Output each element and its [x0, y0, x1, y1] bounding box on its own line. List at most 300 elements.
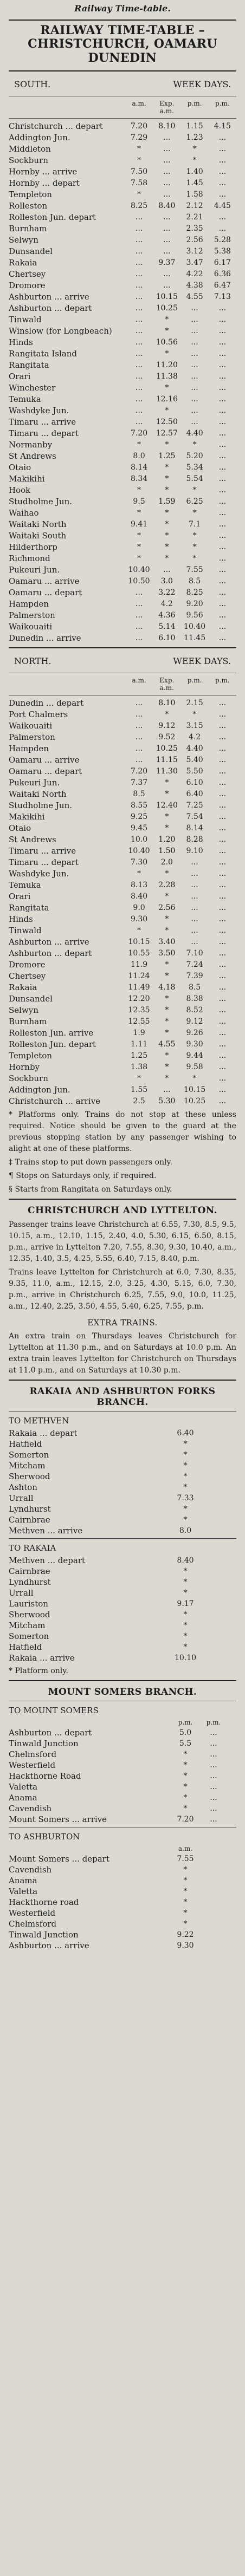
time-cell: *: [183, 1876, 188, 1885]
station-name: Normanby: [9, 440, 53, 450]
table-row: [9, 1940, 236, 1951]
time-cell: 7.20: [130, 767, 148, 776]
time-cell: ...: [163, 236, 171, 245]
station-name: Hatfield: [9, 1439, 42, 1449]
time-cell: ...: [191, 915, 198, 924]
time-cell: *: [183, 1504, 188, 1513]
table-row: [9, 732, 236, 743]
station-name: Palmerston: [9, 610, 55, 621]
time-cell: 6.10: [186, 778, 203, 788]
time-cell: ...: [218, 1040, 227, 1049]
table-row: [9, 1555, 236, 1566]
time-cell: 7.20: [130, 122, 148, 131]
extra-trains-title: EXTRA TRAINS.: [87, 1317, 158, 1328]
time-cell: 8.0: [179, 1526, 192, 1535]
footnote: ¶ Stops on Saturdays only, if required.: [9, 1171, 157, 1180]
time-cell: 9.30: [186, 1040, 203, 1049]
time-cell: ...: [218, 463, 227, 472]
to-rakaia-table: [9, 1555, 236, 1663]
time-cell: ...: [210, 1793, 217, 1802]
time-cell: 4.55: [158, 1040, 176, 1049]
time-cell: ...: [135, 327, 143, 336]
table-row: [9, 417, 236, 428]
to-ash-column-headers: [9, 1844, 236, 1853]
time-cell: ...: [191, 349, 198, 359]
time-cell: *: [165, 1063, 169, 1072]
time-cell: ...: [218, 315, 227, 324]
station-name: Valetta: [9, 1886, 38, 1896]
station-name: Studholme Jun.: [9, 801, 73, 811]
station-name: Pukeuri Jun.: [9, 565, 60, 575]
time-cell: *: [183, 1566, 188, 1576]
table-row: [9, 777, 236, 789]
time-cell: 8.52: [186, 1006, 203, 1015]
time-cell: 12.57: [156, 429, 178, 438]
station-name: Chelmsford: [9, 1918, 57, 1929]
time-cell: *: [183, 1461, 188, 1470]
table-row: [9, 1886, 236, 1897]
time-cell: ...: [135, 406, 143, 415]
time-cell: ...: [135, 588, 143, 597]
table-row: [9, 1482, 236, 1493]
time-cell: *: [137, 926, 141, 935]
station-name: Ashburton ... arrive: [9, 292, 89, 302]
time-cell: ...: [218, 565, 227, 575]
station-name: Ashton: [9, 1482, 37, 1492]
time-cell: ...: [163, 133, 171, 142]
time-cell: 6.36: [214, 270, 231, 279]
column-header: Exp. a.m.: [159, 676, 175, 692]
time-cell: *: [192, 531, 197, 541]
south-heading: [9, 75, 236, 94]
table-row: [9, 314, 236, 326]
time-cell: *: [192, 509, 197, 518]
time-cell: 6.10: [158, 634, 176, 643]
time-cell: ...: [218, 790, 227, 799]
time-cell: *: [137, 531, 141, 541]
time-cell: *: [183, 1450, 188, 1459]
time-cell: ...: [218, 167, 227, 177]
time-cell: ...: [163, 156, 171, 165]
to-ms-column-headers: [9, 1718, 236, 1727]
time-cell: 5.34: [186, 463, 203, 472]
time-cell: *: [192, 486, 197, 495]
time-cell: 3.0: [160, 577, 173, 586]
station-name: Tinwald: [9, 315, 42, 325]
station-name: Rakaia ... arrive: [9, 1653, 75, 1663]
station-name: Urrall: [9, 1493, 34, 1503]
time-cell: *: [165, 509, 169, 518]
time-cell: ...: [210, 1739, 217, 1748]
to-methven-heading: TO METHVEN: [9, 1415, 69, 1426]
station-name: St Andrews: [9, 451, 56, 461]
time-cell: 6.17: [214, 258, 231, 268]
divider: [9, 118, 236, 119]
time-cell: ...: [218, 1097, 227, 1106]
time-cell: *: [165, 869, 169, 879]
time-cell: 9.25: [130, 812, 148, 822]
time-cell: ...: [218, 1051, 227, 1061]
table-row: [9, 1039, 236, 1050]
station-name: Rolleston Jun. depart: [9, 1039, 96, 1050]
time-cell: *: [165, 1017, 169, 1026]
time-cell: ...: [218, 972, 227, 981]
time-cell: 8.5: [133, 790, 145, 799]
time-cell: 7.30: [130, 858, 148, 867]
station-name: Temuka: [9, 394, 41, 405]
time-cell: *: [137, 486, 141, 495]
time-cell: ...: [135, 733, 143, 742]
time-cell: ...: [135, 247, 143, 256]
footnotes: [9, 1109, 236, 1195]
time-cell: 5.20: [186, 452, 203, 461]
time-cell: ...: [218, 835, 227, 844]
time-cell: 7.55: [177, 1854, 194, 1863]
time-cell: 8.25: [186, 588, 203, 597]
time-cell: ...: [218, 915, 227, 924]
station-name: Hatfield: [9, 1642, 42, 1652]
station-name: Hampden: [9, 599, 49, 609]
station-name: Rakaia: [9, 983, 37, 993]
time-cell: 3.40: [158, 938, 176, 947]
table-row: [9, 914, 236, 925]
time-cell: 4.38: [186, 281, 203, 290]
time-cell: 12.20: [128, 994, 150, 1004]
station-name: Rangitata Island: [9, 349, 77, 359]
time-cell: 9.26: [186, 1029, 203, 1038]
time-cell: ...: [191, 881, 198, 890]
table-row: [9, 811, 236, 823]
table-row: [9, 948, 236, 959]
station-name: Oamaru ... depart: [9, 766, 82, 777]
time-cell: ...: [218, 133, 227, 142]
station-column-header: [9, 676, 125, 692]
time-cell: 2.0: [160, 858, 173, 867]
station-name: Lyndhurst: [9, 1577, 51, 1587]
time-cell: 10.40: [184, 622, 206, 632]
time-cell: ...: [218, 710, 227, 719]
table-row: [9, 599, 236, 610]
time-cell: ...: [135, 270, 143, 279]
time-cell: ...: [218, 190, 227, 199]
divider: [9, 1680, 236, 1681]
time-cell: 4.2: [188, 733, 201, 742]
time-cell: 11.38: [156, 372, 178, 381]
station-name: Somerton: [9, 1449, 49, 1460]
time-cell: ...: [218, 611, 227, 620]
table-row: [9, 880, 236, 891]
time-cell: ...: [135, 699, 143, 708]
table-row: [9, 1929, 236, 1940]
table-row: [9, 925, 236, 936]
station-name: Port Chalmers: [9, 710, 68, 720]
time-cell: ...: [218, 520, 227, 529]
time-cell: 2.15: [186, 699, 203, 708]
table-row: [9, 754, 236, 766]
time-cell: 4.15: [214, 122, 231, 131]
time-cell: ...: [218, 994, 227, 1004]
table-row: [9, 246, 236, 257]
station-name: Ashburton ... depart: [9, 948, 92, 959]
time-cell: ...: [163, 247, 171, 256]
table-row: [9, 542, 236, 553]
time-cell: 9.30: [177, 1941, 194, 1950]
to-mount-somers-table: [9, 1727, 236, 1825]
time-cell: 10.15: [128, 938, 150, 947]
time-cell: 9.41: [130, 520, 148, 529]
table-row: [9, 845, 236, 857]
time-cell: *: [165, 1051, 169, 1061]
time-cell: *: [165, 790, 169, 799]
time-cell: ...: [218, 145, 227, 154]
time-cell: 11.9: [130, 960, 148, 970]
column-header: p.m.: [187, 676, 202, 684]
station-name: Sockburn: [9, 155, 48, 166]
time-cell: ...: [218, 338, 227, 347]
time-cell: 4.18: [158, 983, 176, 992]
time-cell: *: [165, 406, 169, 415]
time-cell: 7.33: [177, 1493, 194, 1502]
north-direction: NORTH.: [14, 655, 51, 666]
time-cell: *: [165, 892, 169, 901]
to-ashburton-table: [9, 1853, 236, 1951]
station-name: Dromore: [9, 960, 46, 970]
station-name: Timaru ... depart: [9, 857, 79, 868]
station-name: Urrall: [9, 1588, 34, 1598]
station-name: Timaru ... arrive: [9, 846, 76, 856]
time-cell: 8.40: [158, 201, 176, 211]
time-cell: 12.55: [128, 1017, 150, 1026]
table-row: [9, 155, 236, 166]
station-name: Cavendish: [9, 1864, 52, 1875]
table-row: [9, 936, 236, 948]
time-cell: ...: [163, 190, 171, 199]
table-row: [9, 1771, 236, 1781]
time-cell: 7.10: [186, 949, 203, 958]
time-cell: ...: [218, 531, 227, 541]
time-cell: ...: [191, 315, 198, 324]
time-cell: 7.39: [186, 972, 203, 981]
station-name: Hinds: [9, 337, 33, 348]
table-row: [9, 235, 236, 246]
time-cell: 9.0: [133, 903, 145, 913]
time-cell: 10.0: [130, 835, 148, 844]
lyttelton-para: An extra train on Thursdays leaves Christchurch for Lyttelton at 11.30 p.m., and on Saturdays at 10.0 p.m. An extra train leaves Lyttelton for Christchurch on Thursdays at 11.0 p.m., and on Saturdays at 10.30 p.m.: [9, 1331, 236, 1375]
column-header: p.m.: [187, 99, 202, 107]
time-cell: ...: [218, 327, 227, 336]
table-row: [9, 1588, 236, 1598]
time-cell: *: [165, 315, 169, 324]
table-row: [9, 1449, 236, 1460]
table-row: [9, 1096, 236, 1107]
time-cell: ...: [191, 903, 198, 913]
time-cell: ...: [218, 429, 227, 438]
time-cell: 5.54: [186, 474, 203, 484]
time-cell: *: [165, 972, 169, 981]
time-cell: 4.40: [186, 744, 203, 753]
time-cell: 9.5: [133, 497, 145, 506]
footnote: ‡ Trains stop to put down passengers only.: [9, 1157, 172, 1167]
time-cell: *: [192, 440, 197, 450]
time-cell: ...: [218, 801, 227, 810]
station-name: Middleton: [9, 144, 51, 154]
station-name: Otaio: [9, 463, 31, 473]
table-row: [9, 451, 236, 462]
station-name: Hornby ... depart: [9, 178, 80, 188]
station-name: Studholme Jun.: [9, 497, 73, 507]
time-cell: *: [165, 710, 169, 719]
time-cell: *: [183, 1642, 188, 1651]
station-name: Orari: [9, 892, 31, 902]
time-cell: ...: [135, 600, 143, 609]
time-cell: ...: [135, 418, 143, 427]
time-cell: *: [137, 554, 141, 563]
table-row: [9, 698, 236, 709]
time-cell: ...: [218, 418, 227, 427]
table-row: [9, 1428, 236, 1439]
station-name: Hampden: [9, 744, 49, 754]
time-cell: *: [192, 554, 197, 563]
table-row: [9, 280, 236, 291]
table-row: [9, 971, 236, 982]
station-name: Waikouaiti: [9, 622, 53, 632]
station-column-header: [9, 1719, 171, 1726]
time-cell: 3.50: [158, 949, 176, 958]
time-cell: ...: [191, 926, 198, 935]
time-cell: *: [165, 383, 169, 393]
time-cell: ...: [218, 756, 227, 765]
table-row: [9, 189, 236, 200]
time-cell: *: [165, 1074, 169, 1083]
time-cell: ...: [218, 949, 227, 958]
station-name: Chertsey: [9, 269, 46, 279]
table-row: [9, 982, 236, 993]
time-cell: *: [192, 1074, 197, 1083]
time-cell: ...: [218, 474, 227, 484]
table-row: [9, 789, 236, 800]
time-cell: *: [183, 1610, 188, 1619]
time-cell: 7.13: [214, 292, 231, 302]
table-row: [9, 902, 236, 914]
time-cell: ...: [191, 383, 198, 393]
time-cell: 10.25: [184, 1097, 206, 1106]
time-cell: *: [183, 1631, 188, 1641]
table-row: [9, 709, 236, 720]
table-row: [9, 720, 236, 732]
station-name: Chertsey: [9, 971, 46, 981]
divider: [9, 1538, 236, 1539]
time-cell: ...: [218, 224, 227, 233]
time-cell: 11.45: [184, 634, 206, 643]
station-name: Makikihi: [9, 812, 45, 822]
table-row: [9, 1514, 236, 1525]
time-cell: 10.56: [156, 338, 178, 347]
station-name: Dunedin ... arrive: [9, 633, 81, 643]
table-row: [9, 473, 236, 485]
time-cell: 8.40: [130, 892, 148, 901]
station-name: Tinwald Junction: [9, 1738, 79, 1748]
time-cell: ...: [135, 315, 143, 324]
time-cell: 7.1: [188, 520, 201, 529]
time-cell: 9.20: [186, 600, 203, 609]
time-cell: 4.2: [160, 600, 173, 609]
time-cell: 6.47: [214, 281, 231, 290]
table-row: [9, 1439, 236, 1449]
time-cell: *: [183, 1865, 188, 1874]
time-cell: 1.9: [133, 1029, 145, 1038]
station-name: Sherwood: [9, 1609, 50, 1619]
table-row: [9, 1016, 236, 1027]
time-cell: *: [165, 915, 169, 924]
station-name: Ashburton ... depart: [9, 303, 92, 314]
time-cell: ...: [135, 372, 143, 381]
station-name: Waikouaiti: [9, 721, 53, 731]
time-cell: ...: [135, 281, 143, 290]
north-timetable: [9, 698, 236, 1107]
time-cell: 5.40: [186, 756, 203, 765]
time-cell: 3.12: [186, 247, 203, 256]
time-cell: *: [165, 1029, 169, 1038]
time-cell: ...: [163, 565, 171, 575]
station-name: Winslow (for Longbeach): [9, 326, 112, 336]
time-cell: ...: [191, 418, 198, 427]
table-row: [9, 371, 236, 382]
time-cell: 4.22: [186, 270, 203, 279]
time-cell: ...: [218, 440, 227, 450]
table-row: [9, 1642, 236, 1653]
column-header: a.m.: [132, 99, 146, 107]
time-cell: ...: [218, 778, 227, 788]
station-name: Timaru ... depart: [9, 428, 79, 439]
table-row: [9, 553, 236, 564]
table-row: [9, 462, 236, 473]
station-name: Anama: [9, 1875, 37, 1885]
time-cell: *: [165, 994, 169, 1004]
time-cell: 7.54: [186, 812, 203, 822]
column-header: Exp. a.m.: [159, 99, 175, 115]
time-cell: ...: [191, 338, 198, 347]
table-row: [9, 1084, 236, 1096]
time-cell: ...: [218, 156, 227, 165]
station-name: Dromore: [9, 281, 46, 291]
table-row: [9, 1493, 236, 1504]
time-cell: *: [192, 543, 197, 552]
time-cell: ...: [163, 145, 171, 154]
page-header: [9, 0, 236, 16]
table-row: [9, 166, 236, 178]
time-cell: ...: [135, 258, 143, 268]
time-cell: *: [165, 960, 169, 970]
time-cell: ...: [218, 744, 227, 753]
table-row: [9, 348, 236, 360]
station-name: Dunedin ... depart: [9, 698, 84, 708]
table-row: [9, 439, 236, 451]
time-cell: 1.20: [158, 835, 176, 844]
station-name: Waihao: [9, 508, 39, 518]
time-cell: ...: [135, 611, 143, 620]
table-row: [9, 1738, 236, 1749]
time-cell: ...: [210, 1814, 217, 1824]
column-header: p.m.: [178, 1718, 193, 1726]
table-row: [9, 834, 236, 845]
station-name: Rolleston Jun. depart: [9, 212, 96, 223]
time-cell: *: [183, 1577, 188, 1586]
time-cell: ...: [191, 327, 198, 336]
time-cell: *: [183, 1887, 188, 1896]
table-row: [9, 485, 236, 496]
table-row: [9, 868, 236, 880]
time-cell: *: [183, 1908, 188, 1917]
